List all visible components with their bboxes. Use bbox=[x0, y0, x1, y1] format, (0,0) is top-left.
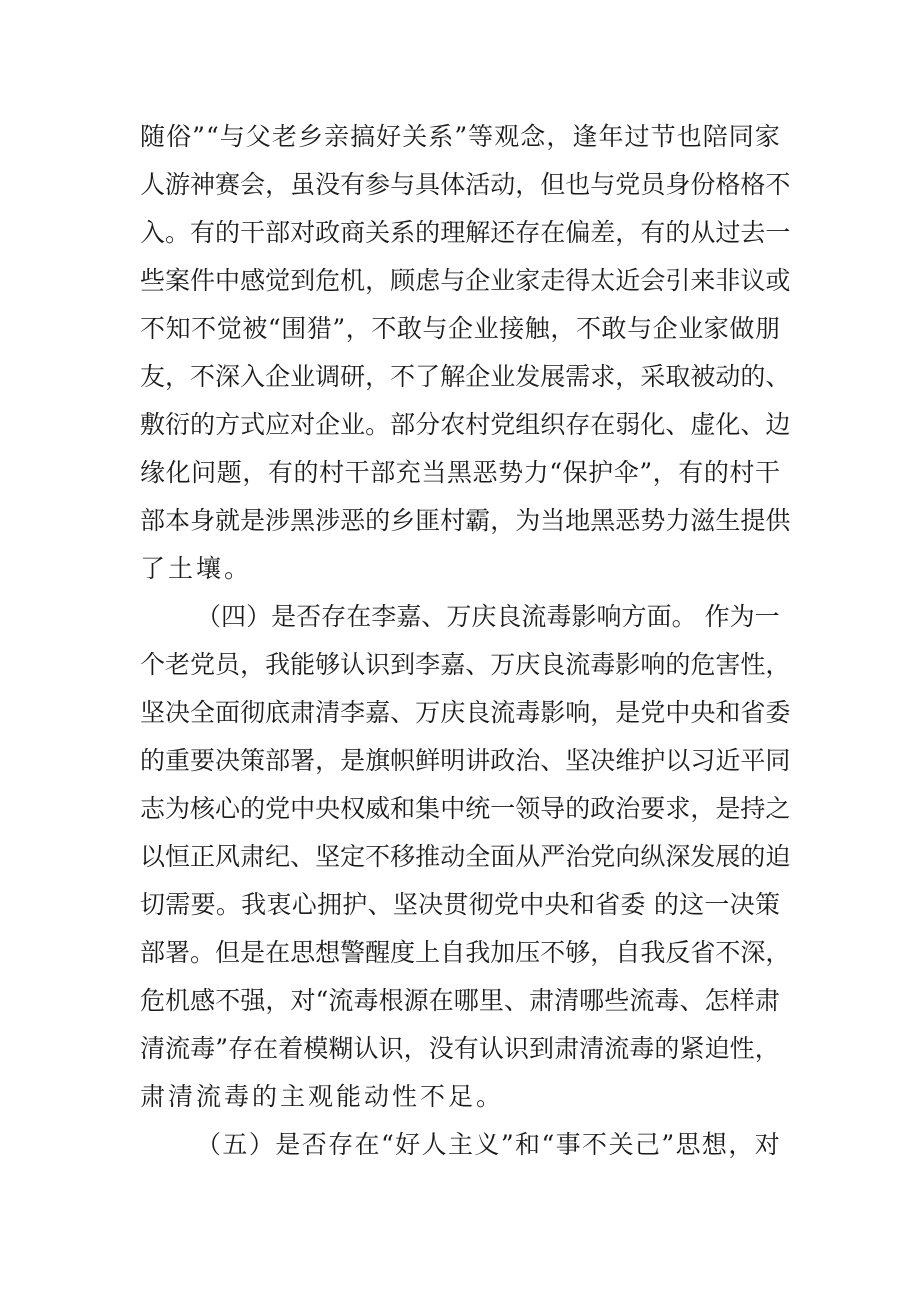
text-line: 不 知 不 觉 被 “ 围 猎 ” ， 不 敢 与 企 业 接 触 ， 不 敢 与 企 业 家 做 朋 bbox=[140, 314, 780, 343]
text-line: 清 流 毒 ” 存 在 着 模 糊 认 识 ， 没 有 认 识 到 肃 清 流 毒 的 紧 迫 性 ， bbox=[140, 1034, 780, 1063]
text-line: 了土壤。 bbox=[140, 554, 253, 583]
text-line: 坚 决 全 面 彻 底 肃 清 李 嘉 、 万 庆 良 流 毒 影 响 ， 是 党 中 央 和 省 委 bbox=[140, 698, 791, 727]
text-line: 人 游 神 赛 会 ， 虽 没 有 参 与 具 体 活 动 ， 但 也 与 党 员 身 份 格 格 不 bbox=[140, 170, 791, 199]
text-line: 以 恒 正 风 肃 纪 、 坚 定 不 移 推 动 全 面 从 严 治 党 向 纵 深 发 展 的 迫 bbox=[140, 842, 791, 871]
text-line: 志 为 核 心 的 党 中 央 权 威 和 集 中 统 一 领 导 的 政 治 要 求 ， 是 持 之 bbox=[140, 794, 791, 823]
text-line: 些 案 件 中 感 觉 到 危 机 ， 顾 虑 与 企 业 家 走 得 太 近 会 引 来 非 议 或 bbox=[140, 266, 791, 295]
section-heading-line: （ 五 ） 是 否 存 在 “ 好 人 主 义 ” 和 “ 事 不 关 己 ” 思 想 ， 对 bbox=[196, 1130, 780, 1159]
paragraph-section-five bbox=[140, 1121, 780, 1169]
text-line: 部 署 。 但 是 在 思 想 警 醒 度 上 自 我 加 压 不 够 ， 自 我 反 省 不 深 ， bbox=[140, 938, 791, 967]
text-line: 友 ， 不 深 入 企 业 调 研 ， 不 了 解 企 业 发 展 需 求 ， 采 取 被 动 的 、 bbox=[140, 362, 791, 391]
text-line: 入 。 有 的 干 部 对 政 商 关 系 的 理 解 还 存 在 偏 差 ， 有 的 从 过 去 一 bbox=[140, 218, 791, 247]
text-line: 部 本 身 就 是 涉 黑 涉 恶 的 乡 匪 村 霸 ， 为 当 地 黑 恶 势 力 滋 生 提 供 bbox=[140, 506, 791, 535]
paragraph-continuation bbox=[140, 113, 791, 593]
text-line: 个 老 党 员 ， 我 能 够 认 识 到 李 嘉 、 万 庆 良 流 毒 影 响 的 危 害 性 ， bbox=[140, 650, 791, 679]
section-heading-line: （ 四 ） 是 否 存 在 李 嘉 、 万 庆 良 流 毒 影 响 方 面 。 作 为 一 bbox=[196, 602, 780, 631]
text-line: 敷 衍 的 方 式 应 对 企 业 。 部 分 农 村 党 组 织 存 在 弱 化 、 虚 化 、 边 bbox=[140, 410, 791, 439]
text-line: 的 重 要 决 策 部 署 ， 是 旗 帜 鲜 明 讲 政 治 、 坚 决 维 护 以 习 近 平 同 bbox=[140, 746, 791, 775]
text-line: 随 俗 ” “ 与 父 老 乡 亲 搞 好 关 系 ” 等 观 念 ， 逢 年 过 节 也 陪 同 家 bbox=[140, 122, 780, 151]
text-line: 危 机 感 不 强 ， 对 “ 流 毒 根 源 在 哪 里 、 肃 清 哪 些 流 毒 、 怎 样 肃 bbox=[140, 986, 780, 1015]
paragraph-section-four bbox=[140, 593, 791, 1121]
text-line: 切 需 要 。 我 衷 心 拥 护 、 坚 决 贯 彻 党 中 央 和 省 委 的 这 一 决 策 bbox=[140, 890, 780, 919]
text-line: 缘 化 问 题 ， 有 的 村 干 部 充 当 黑 恶 势 力 “ 保 护 伞 ” ， 有 的 村 干 bbox=[140, 458, 780, 487]
text-line: 肃清流毒的主观能动性不足。 bbox=[140, 1082, 505, 1111]
